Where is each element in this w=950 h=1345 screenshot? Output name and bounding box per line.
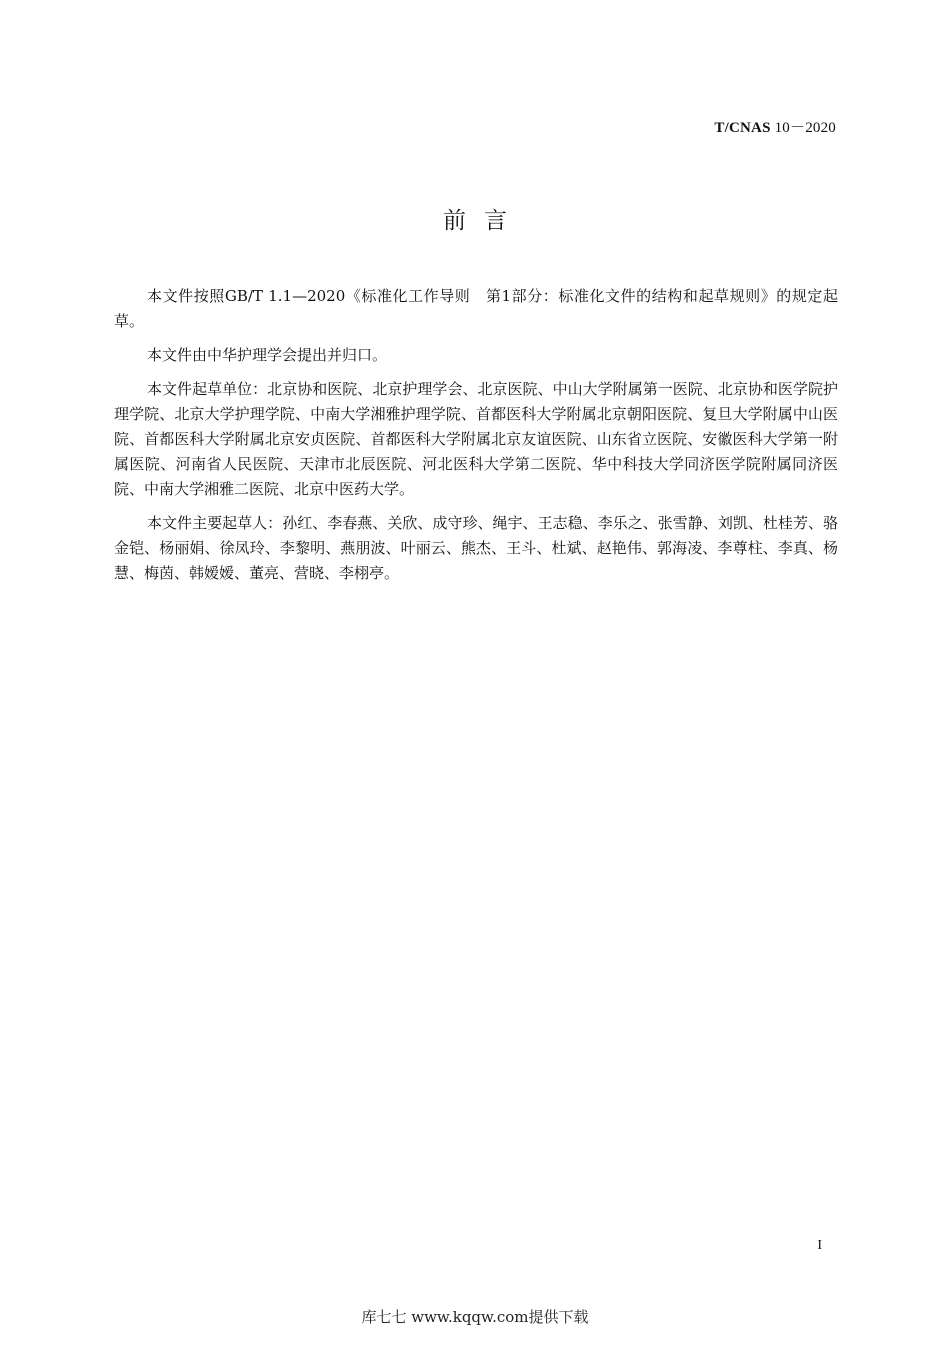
standard-number: 10－2020 [774, 120, 836, 136]
download-watermark: 库七七 www.kqqw.com提供下载 [361, 1308, 589, 1326]
paragraph-proposer: 本文件由中华护理学会提出并归口。 [147, 346, 388, 364]
paragraph-drafting-rules: 本文件按照GB/T 1.1—2020《标准化工作导则 第1部分：标准化文件的结构和起草规则》的规定起草。 [114, 287, 838, 330]
page-number: I [817, 1238, 822, 1253]
standard-series: T/CNAS [714, 120, 771, 136]
paragraph-drafters: 本文件主要起草人：孙红、李春燕、关欣、成守珍、绳宇、王志稳、李乐之、张雪静、刘凯、杜桂芳、骆金铠、杨丽娟、徐凤玲、李黎明、燕朋波、叶丽云、熊杰、王斗、杜斌、赵艳伟、郭海凌、李尊柱、李真、杨慧、梅茵、韩嫒嫒、董亮、营晓、李栩亭。 [114, 514, 838, 582]
foreword-body [114, 284, 838, 595]
standard-code [714, 116, 836, 137]
page-title: 前言 [443, 208, 525, 234]
paragraph-drafting-units: 本文件起草单位：北京协和医院、北京护理学会、北京医院、中山大学附属第一医院、北京协和医学院护理学院、北京大学护理学院、中南大学湘雅护理学院、首都医科大学附属北京朝阳医院、复旦大学附属中山医院、首都医科大学附属北京安贞医院、首都医科大学附属北京友谊医院、山东省立医院、安徽医科大学第一附属医院、河南省人民医院、天津市北辰医院、河北医科大学第二医院、华中科技大学同济医学院附属同济医院、中南大学湘雅二医院、北京中医药大学。 [114, 380, 838, 498]
